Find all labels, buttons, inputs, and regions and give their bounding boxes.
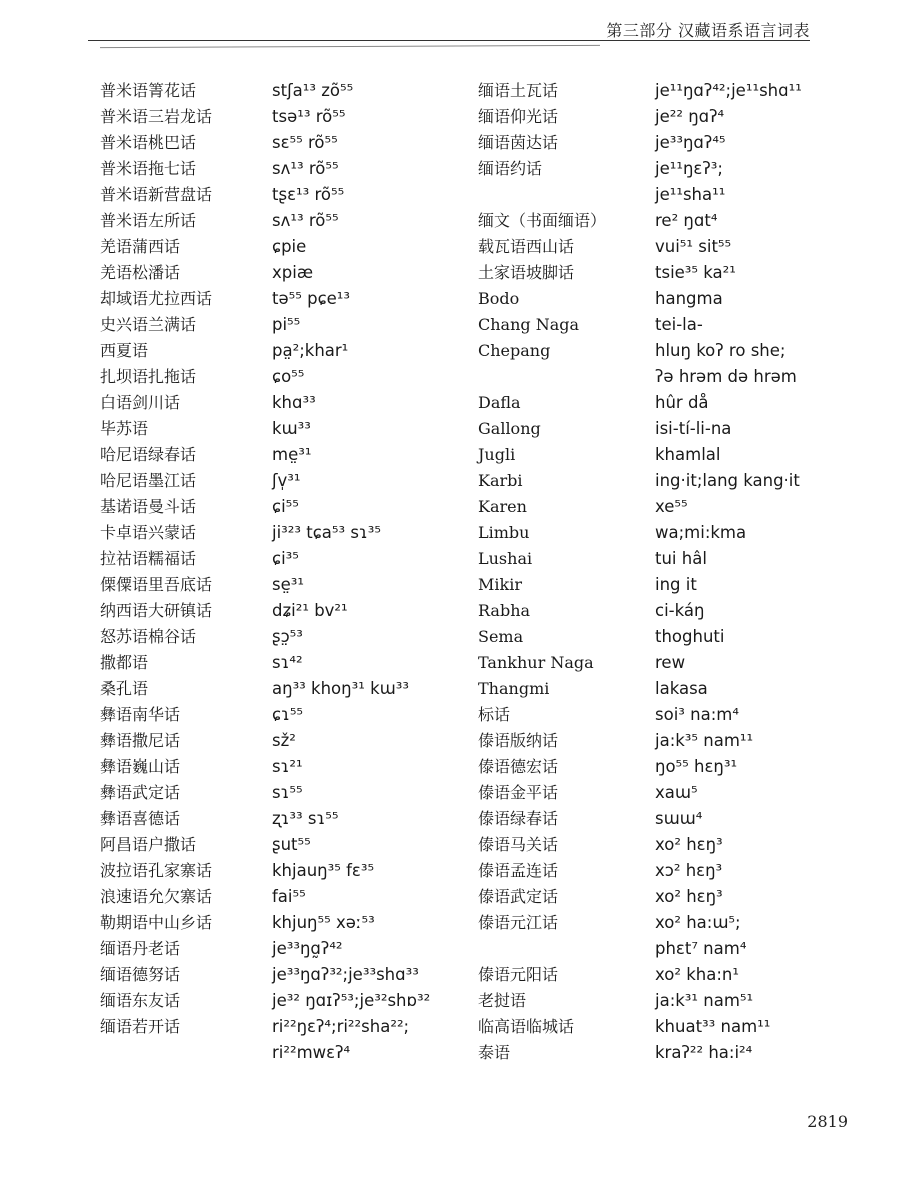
language-name: 傣语孟连话 — [478, 861, 559, 880]
word-form: kɯ³³ — [272, 419, 311, 438]
language-column-right — [478, 78, 648, 1066]
word-form: je²² ŋɑʔ⁴ — [655, 107, 725, 126]
language-name: 却域语尤拉西话 — [100, 289, 213, 308]
language-name: 缅文（书面缅语） — [478, 211, 607, 230]
word-form: ing·it;lang kang·it — [655, 471, 800, 490]
language-name: 普米语桃巴话 — [100, 133, 197, 152]
language-name: 桑孔语 — [100, 679, 149, 698]
language-name: 傈僳语里吾底话 — [100, 575, 213, 594]
language-name: 傣语元阳话 — [478, 965, 559, 984]
language-name: Jugli — [478, 445, 516, 464]
running-head: 第三部分 汉藏语系语言词表 — [606, 21, 810, 40]
word-form: ja:k³⁵ nam¹¹ — [655, 731, 754, 750]
word-form: pa̤²;khar¹ — [272, 341, 349, 360]
word-form: re² ŋɑt⁴ — [655, 211, 718, 230]
word-form: wa;mi:kma — [655, 523, 747, 542]
word-form: xo² hɛŋ³ — [655, 887, 723, 906]
word-form: ʐɿ³³ sɿ⁵⁵ — [272, 809, 339, 828]
word-form: ʔə hrəm də hrəm — [655, 367, 797, 386]
language-name: Thangmi — [478, 679, 550, 698]
language-name: 彝语喜德话 — [100, 809, 181, 828]
language-name: 缅语土瓦话 — [478, 81, 559, 100]
word-form: xo² ha:ɯ⁵; — [655, 913, 741, 932]
word-form: khɑ³³ — [272, 393, 316, 412]
word-form: sɿ²¹ — [272, 757, 303, 776]
page-number: 2819 — [807, 1112, 848, 1131]
word-form: kraʔ²² ha:i²⁴ — [655, 1043, 753, 1062]
word-form: je¹¹ŋɛʔ³; — [655, 159, 723, 178]
language-name: 傣语武定话 — [478, 887, 559, 906]
word-form: ɕo⁵⁵ — [272, 367, 305, 386]
language-name: 彝语巍山话 — [100, 757, 181, 776]
word-form: je¹¹ŋɑʔ⁴²;je¹¹shɑ¹¹ — [655, 81, 802, 100]
language-name: Chepang — [478, 341, 551, 360]
language-name: 彝语南华话 — [100, 705, 181, 724]
language-name: 羌语蒲西话 — [100, 237, 181, 256]
language-name: Karen — [478, 497, 527, 516]
word-form: ŋo⁵⁵ hɛŋ³¹ — [655, 757, 738, 776]
word-form: tʂɛ¹³ rõ⁵⁵ — [272, 185, 345, 204]
word-form: isi-tí-li-na — [655, 419, 732, 438]
language-name — [100, 1040, 270, 1066]
language-name: 西夏语 — [100, 341, 149, 360]
language-name: Sema — [478, 627, 524, 646]
word-form: je¹¹sha¹¹ — [655, 185, 726, 204]
word-form: pi⁵⁵ — [272, 315, 301, 334]
word-form: je³³ŋɑ̰ʔ⁴² — [272, 939, 343, 958]
word-form: ɕpie — [272, 237, 307, 256]
word-form: tui hâl — [655, 549, 707, 568]
language-name: Lushai — [478, 549, 533, 568]
word-form: tsə¹³ rõ⁵⁵ — [272, 107, 346, 126]
word-form: ja:k³¹ nam⁵¹ — [655, 991, 754, 1010]
word-form: xe⁵⁵ — [655, 497, 688, 516]
language-name: 浪速语允欠寨话 — [100, 887, 213, 906]
word-form: thoghuti — [655, 627, 725, 646]
language-name: 扎坝语扎拖话 — [100, 367, 197, 386]
language-name: 普米语左所话 — [100, 211, 197, 230]
word-form: sɿ⁴² — [272, 653, 303, 672]
word-form: sʌ¹³ rõ⁵⁵ — [272, 211, 339, 230]
language-name: 标话 — [478, 705, 511, 724]
language-name: 普米语箐花话 — [100, 81, 197, 100]
word-form: ʂut⁵⁵ — [272, 835, 311, 854]
language-name: 傣语金平话 — [478, 783, 559, 802]
word-form: tei-la- — [655, 315, 703, 334]
language-name: 缅语丹老话 — [100, 939, 181, 958]
word-form: hluŋ koʔ ro she; — [655, 341, 786, 360]
language-name: 傣语版纳话 — [478, 731, 559, 750]
language-name: 波拉语孔家寨话 — [100, 861, 213, 880]
language-name — [478, 182, 648, 208]
word-form: ʃv̩³¹ — [272, 471, 301, 490]
word-form: me̤³¹ — [272, 445, 312, 464]
language-name: 缅语茵达话 — [478, 133, 559, 152]
language-column-left — [100, 78, 270, 1066]
word-form: ɕi³⁵ — [272, 549, 299, 568]
language-name: 缅语东友话 — [100, 991, 181, 1010]
word-form: je³² ŋɑɪʔ⁵³;je³²shɒ³² — [272, 991, 431, 1010]
language-name: 载瓦语西山话 — [478, 237, 575, 256]
language-name: 临高语临城话 — [478, 1017, 575, 1036]
word-form: xpiæ — [272, 263, 314, 282]
language-name: Chang Naga — [478, 315, 580, 334]
word-form: tə⁵⁵ pɕe¹³ — [272, 289, 351, 308]
word-form: ci-káŋ — [655, 601, 705, 620]
word-form: khjauŋ³⁵ fɛ³⁵ — [272, 861, 375, 880]
word-form: ing it — [655, 575, 697, 594]
language-name: 彝语撒尼话 — [100, 731, 181, 750]
word-form: soi³ na:m⁴ — [655, 705, 739, 724]
word-form: je³³ŋɑʔ³²;je³³shɑ³³ — [272, 965, 419, 984]
language-name — [478, 936, 648, 962]
word-form: ɕɿ⁵⁵ — [272, 705, 304, 724]
word-form: khamlal — [655, 445, 721, 464]
language-name: 卡卓语兴蒙话 — [100, 523, 197, 542]
language-name: 勒期语中山乡话 — [100, 913, 213, 932]
language-name: 傣语德宏话 — [478, 757, 559, 776]
word-form: tsie³⁵ ka²¹ — [655, 263, 736, 282]
word-form: sž² — [272, 731, 296, 750]
word-form: hangma — [655, 289, 723, 308]
language-name: 白语剑川话 — [100, 393, 181, 412]
word-form: ɕi⁵⁵ — [272, 497, 299, 516]
language-name: Karbi — [478, 471, 523, 490]
word-form: rew — [655, 653, 686, 672]
language-name: 哈尼语绿春话 — [100, 445, 197, 464]
header-rule — [88, 40, 810, 41]
word-form: sɯɯ⁴ — [655, 809, 703, 828]
word-form: xɔ² hɛŋ³ — [655, 861, 723, 880]
language-name: Mikir — [478, 575, 522, 594]
language-name: 史兴语兰满话 — [100, 315, 197, 334]
word-form: lakasa — [655, 679, 708, 698]
word-form: xo² hɛŋ³ — [655, 835, 723, 854]
language-name: 傣语马关话 — [478, 835, 559, 854]
language-name: Bodo — [478, 289, 520, 308]
word-form: stʃa¹³ zõ⁵⁵ — [272, 81, 354, 100]
language-name: 缅语若开话 — [100, 1017, 181, 1036]
language-name: Tankhur Naga — [478, 653, 594, 672]
header-rule-secondary — [100, 45, 600, 48]
language-name: Gallong — [478, 419, 541, 438]
word-form: sɿ⁵⁵ — [272, 783, 303, 802]
language-name: 撒都语 — [100, 653, 149, 672]
word-form: fai⁵⁵ — [272, 887, 306, 906]
language-name: 拉祜语糯福话 — [100, 549, 197, 568]
word-form: phɛt⁷ nam⁴ — [655, 939, 747, 958]
language-name: 傣语元江话 — [478, 913, 559, 932]
language-name: 老挝语 — [478, 991, 527, 1010]
word-form: aŋ³³ khoŋ³¹ kɯ³³ — [272, 679, 409, 698]
word-form: hûr då — [655, 393, 709, 412]
form-column-right — [655, 78, 855, 1066]
word-form: sɛ⁵⁵ rõ⁵⁵ — [272, 133, 338, 152]
word-form: je³³ŋɑʔ⁴⁵ — [655, 133, 726, 152]
language-name: 缅语德努话 — [100, 965, 181, 984]
word-form: ʂɔ̤⁵³ — [272, 627, 303, 646]
word-form: xaɯ⁵ — [655, 783, 698, 802]
language-name: 基诺语曼斗话 — [100, 497, 197, 516]
language-name: 普米语三岩龙话 — [100, 107, 213, 126]
language-name: 傣语绿春话 — [478, 809, 559, 828]
word-form: sʌ¹³ rõ⁵⁵ — [272, 159, 339, 178]
language-name: 毕苏语 — [100, 419, 149, 438]
word-form: dʑi²¹ bv²¹ — [272, 601, 348, 620]
word-form: khjuŋ⁵⁵ xəː⁵³ — [272, 913, 375, 932]
language-name: 普米语拖七话 — [100, 159, 197, 178]
language-name — [478, 364, 648, 390]
language-name: Dafla — [478, 393, 521, 412]
language-name: 土家语坡脚话 — [478, 263, 575, 282]
language-name: 普米语新营盘话 — [100, 185, 213, 204]
language-name: 羌语松潘话 — [100, 263, 181, 282]
language-name: 泰语 — [478, 1043, 511, 1062]
language-name: 缅语约话 — [478, 159, 543, 178]
language-name: Rabha — [478, 601, 531, 620]
word-form: se̤³¹ — [272, 575, 304, 594]
word-form: xo² kha:n¹ — [655, 965, 739, 984]
language-name: 纳西语大研镇话 — [100, 601, 213, 620]
language-name: 彝语武定话 — [100, 783, 181, 802]
word-form: vui⁵¹ sit⁵⁵ — [655, 237, 732, 256]
language-name: Limbu — [478, 523, 530, 542]
form-column-left — [272, 78, 472, 1066]
word-form: ri²²mwɛʔ⁴ — [272, 1043, 351, 1062]
word-form: ji³²³ tɕa⁵³ sɿ³⁵ — [272, 523, 381, 542]
language-name: 缅语仰光话 — [478, 107, 559, 126]
language-name: 怒苏语棉谷话 — [100, 627, 197, 646]
language-name: 阿昌语户撒话 — [100, 835, 197, 854]
word-form: ri²²ŋɛʔ⁴;ri²²sha²²; — [272, 1017, 410, 1036]
language-name: 哈尼语墨江话 — [100, 471, 197, 490]
word-form: khuat³³ nam¹¹ — [655, 1017, 771, 1036]
